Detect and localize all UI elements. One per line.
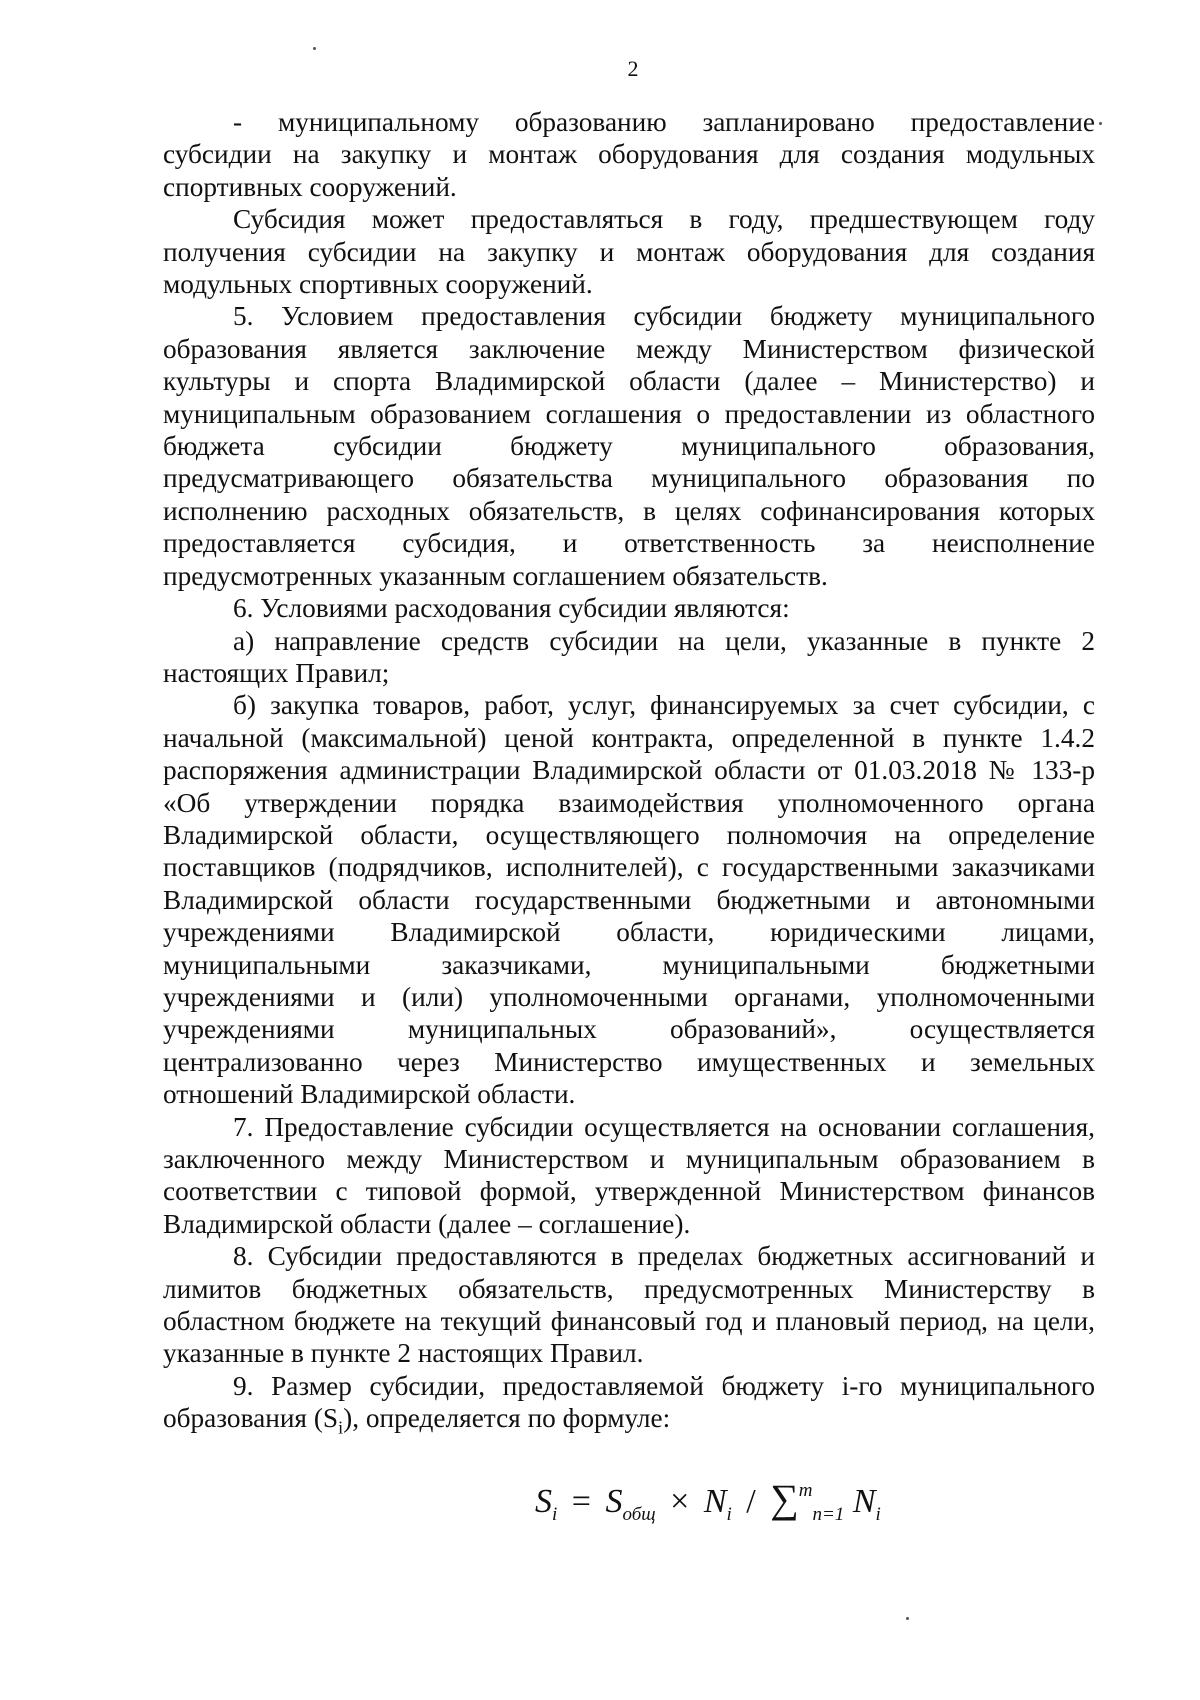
text-line-content: 5. Условием предоставления субсидии бюджету муниципального [233,301,1095,332]
formula-divide: / [746,1483,756,1520]
text-line [163,495,1095,527]
text-line-content: получения субсидии на закупку и монтаж оборудования для создания [163,236,1095,267]
text-line-content: муниципальными заказчиками, муниципальными бюджетными [163,949,1095,980]
scan-speck [1099,122,1102,125]
text-line [163,1013,1095,1045]
text-line-content: централизованно через Министерство имущественных и земельных [163,1046,1095,1077]
text-line-content: спортивных сооружений. [163,171,457,202]
text-line-content: предусмотренных указанным соглашением обязательств. [163,560,828,591]
text-line-content: предоставляется субсидия, и ответственность за неисполнение [163,528,1095,559]
text-line [163,1143,1095,1175]
text-line [163,1273,1095,1305]
text-line [163,398,1095,430]
text-line [163,819,1095,851]
text-line [163,1402,1095,1444]
text-line [163,625,1095,657]
text-line [163,851,1095,883]
formula-equals: = [571,1483,591,1520]
text-line-content: отношений Владимирской области. [163,1079,576,1110]
formula-n: $N_i$ [703,1483,732,1525]
text-line-content: Субсидия может предоставляться в году, предшествующем году [233,204,1095,235]
text-line [163,949,1095,981]
text-line [163,1111,1095,1143]
text-line [163,657,1095,689]
text-line [163,462,1095,494]
text-line [163,787,1095,819]
text-line [163,1175,1095,1207]
text-line-content: указанные в пункте 2 настоящих Правил. [163,1338,644,1369]
text-line-content: образования является заключение между Министерством физической [163,333,1095,364]
text-line-content: а) направление средств субсидии на цели, указанные в пункте 2 [233,625,1095,656]
text-line [163,1337,1095,1369]
text-line-content: 7. Предоставление субсидии осуществляется на основании соглашения, [233,1111,1095,1142]
text-line [163,722,1095,754]
text-line-content: соответствии с типовой формой, утвержденной Министерством финансов [163,1176,1095,1207]
text-line-content: Владимирской области (далее – соглашение). [163,1208,691,1239]
formula-times: × [670,1483,690,1520]
formula-sum: ∑$^m_{n=1}$ [770,1476,845,1525]
page-number: 2 [627,56,639,81]
text-line-content: модульных спортивных сооружений. [163,269,593,300]
scan-speck [906,1617,909,1620]
text-line [163,1078,1095,1110]
text-line-content: предусматривающего обязательства муниципального образования по [163,463,1095,494]
text-line [163,689,1095,721]
text-line-content: субсидии на закупку и монтаж оборудования для создания модульных [163,139,1095,170]
text-line-content: - муниципальному образованию запланировано предоставление [233,107,1095,137]
text-line-content: исполнению расходных обязательств, в целях софинансирования которых [163,495,1095,526]
text-line [163,430,1095,462]
text-line [163,203,1095,235]
text-line-content: 9. Размер субсидии, предоставляемой бюджету i-го муниципального [233,1370,1095,1401]
text-line [163,236,1095,268]
text-line-content: настоящих Правил; [163,657,390,688]
text-subscript: i [338,1417,344,1438]
text-line-content: бюджета субсидии бюджету муниципального образования, [163,431,1095,462]
text-line-content: б) закупка товаров, работ, услуг, финансируемых за счет субсидии, с [233,690,1095,721]
text-line [163,106,1095,138]
text-line [163,1240,1095,1272]
text-line-content: 8. Субсидии предоставляются в пределах бюджетных ассигнований и [233,1241,1095,1272]
text-line-content: заключенного между Министерством и муниципальным образованием в [163,1144,1095,1174]
text-line-content: поставщиков (подрядчиков, исполнителей), с государственными заказчиками [163,852,1095,883]
formula-lhs: $S_i$ [535,1483,558,1525]
text-line-content: учреждениями и (или) уполномоченными органами, уполномоченными [163,981,1095,1012]
text-line-content: 6. Условиями расходования субсидии являются: [233,593,790,624]
text-line-content: «Об утверждении порядка взаимодействия уполномоченного органа [163,787,1095,818]
text-line-continuation: ), определяется по формуле: [343,1403,671,1434]
text-line-content: Владимирской области, осуществляющего полномочия на определение [163,819,1095,850]
text-line-content: областном бюджете на текущий финансовый год и плановый период, на цели, [163,1306,1095,1337]
text-line [163,1208,1095,1240]
text-line [163,268,1095,300]
text-line [163,1046,1095,1078]
text-line-content: распоряжения администрации Владимирской области от 01.03.2018 № 133-р [163,755,1095,786]
text-line [163,884,1095,916]
scan-speck [313,47,316,50]
text-line-content: образования (S [163,1403,339,1434]
document-body [163,106,1095,1444]
text-line [163,1305,1095,1337]
text-line-content: учреждениями Владимирской области, юридическими лицами, [163,917,1095,948]
text-line [163,365,1095,397]
text-line-content: Владимирской области государственными бюджетными и автономными [163,884,1095,915]
text-line [163,592,1095,624]
text-line [163,981,1095,1013]
text-line [163,916,1095,948]
text-line-content: начальной (максимальной) ценой контракта, определенной в пункте 1.4.2 [163,722,1095,753]
text-line-content: муниципальным образованием соглашения о предоставлении из областного [163,398,1095,429]
text-line-content: культуры и спорта Владимирской области (далее – Министерство) и [163,366,1095,397]
text-line [163,171,1095,203]
text-line [163,560,1095,592]
text-line [163,754,1095,786]
text-line [163,1370,1095,1402]
text-line-content: лимитов бюджетных обязательств, предусмотренных Министерству в [163,1273,1095,1304]
formula-n2: $N_i$ [852,1483,881,1525]
text-line [163,138,1095,170]
text-line [163,333,1095,365]
text-line-content: учреждениями муниципальных образований», осуществляется [163,1014,1095,1045]
text-line [163,527,1095,559]
subsidy-formula [535,1475,881,1526]
formula-s-total: $S_{общ}$ [605,1483,656,1525]
text-line [163,300,1095,332]
